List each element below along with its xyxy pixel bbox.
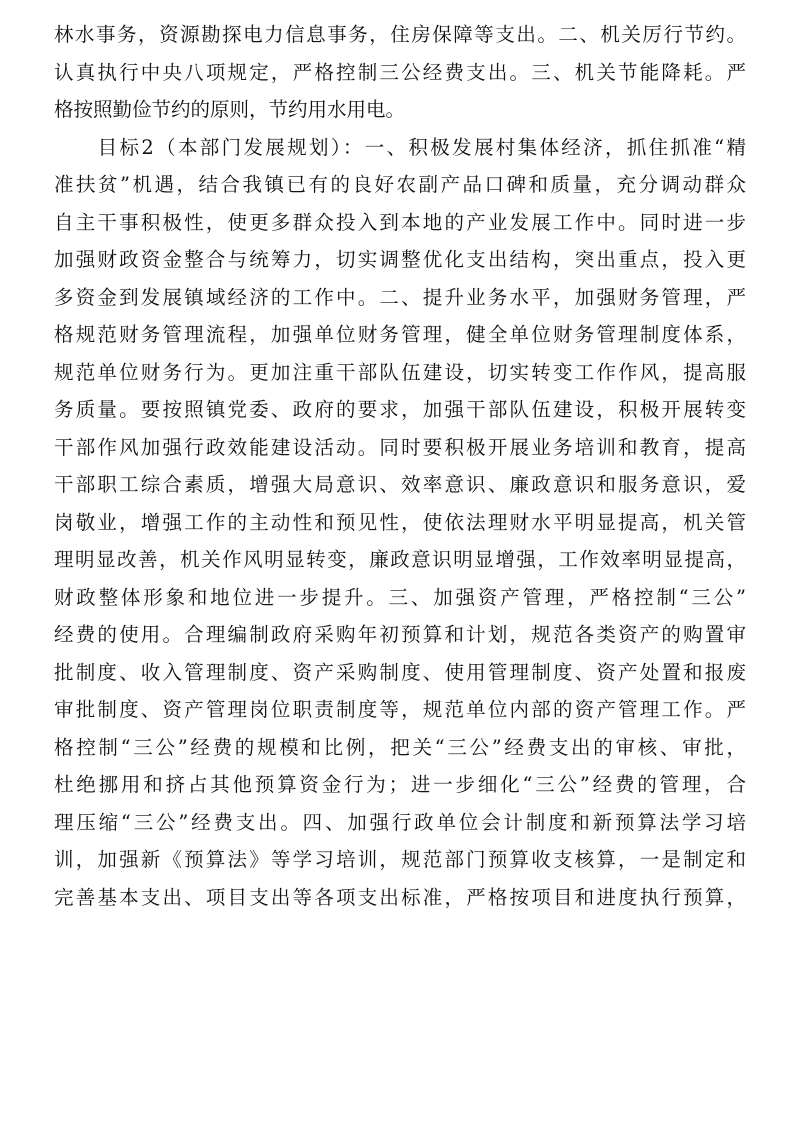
text-line: 干部作风加强行政效能建设活动。同时要积极开展业务培训和教育，提高 xyxy=(54,435,746,459)
text-line: 自主干事积极性，使更多群众投入到本地的产业发展工作中。同时进一步 xyxy=(54,210,746,234)
text-line: 理压缩“三公”经费支出。四、加强行政单位会计制度和新预算法学习培 xyxy=(54,810,746,834)
text-line: 岗敬业，增强工作的主动性和预见性，使依法理财水平明显提高，机关管 xyxy=(54,510,746,534)
text-line: 审批制度、资产管理岗位职责制度等，规范单位内部的资产管理工作。严 xyxy=(54,698,746,721)
text-line: 杜绝挪用和挤占其他预算资金行为；进一步细化“三公”经费的管理，合 xyxy=(54,773,746,796)
text-line: 经费的使用。合理编制政府采购年初预算和计划，规范各类资产的购置审 xyxy=(54,623,746,646)
text-line: 格控制“三公”经费的规模和比例，把关“三公”经费支出的审核、审批， xyxy=(54,735,746,759)
text-line: 格按照勤俭节约的原则，节约用水用电。 xyxy=(54,98,406,121)
text-line: 规范单位财务行为。更加注重干部队伍建设，切实转变工作作风，提高服 xyxy=(54,360,746,384)
text-line: 理明显改善，机关作风明显转变，廉政意识明显增强，工作效率明显提高， xyxy=(54,548,746,571)
text-line: 训，加强新《预算法》等学习培训，规范部门预算收支核算，一是制定和 xyxy=(54,848,746,871)
text-line: 多资金到发展镇域经济的工作中。二、提升业务水平，加强财务管理，严 xyxy=(54,285,746,309)
text-line: 财政整体形象和地位进一步提升。三、加强资产管理，严格控制“三公” xyxy=(54,585,746,609)
body-text xyxy=(54,16,746,916)
text-line: 认真执行中央八项规定，严格控制三公经费支出。三、机关节能降耗。严 xyxy=(54,60,746,84)
text-line: 干部职工综合素质，增强大局意识、效率意识、廉政意识和服务意识，爱 xyxy=(54,473,746,496)
text-line: 格规范财务管理流程，加强单位财务管理，健全单位财务管理制度体系， xyxy=(54,323,746,346)
text-line: 加强财政资金整合与统筹力，切实调整优化支出结构，突出重点，投入更 xyxy=(54,248,746,271)
text-line: 准扶贫”机遇，结合我镇已有的良好农副产品口碑和质量，充分调动群众 xyxy=(54,173,746,196)
text-line: 完善基本支出、项目支出等各项支出标准，严格按项目和进度执行预算， xyxy=(54,885,746,909)
text-line: 务质量。要按照镇党委、政府的要求，加强干部队伍建设，积极开展转变 xyxy=(54,398,746,421)
text-line: 目标2（本部门发展规划）：一、积极发展村集体经济，抓住抓准“精 xyxy=(54,135,746,159)
text-line: 批制度、收入管理制度、资产采购制度、使用管理制度、资产处置和报废 xyxy=(54,660,746,684)
text-line: 林水事务，资源勘探电力信息事务，住房保障等支出。二、机关厉行节约。 xyxy=(54,23,746,46)
